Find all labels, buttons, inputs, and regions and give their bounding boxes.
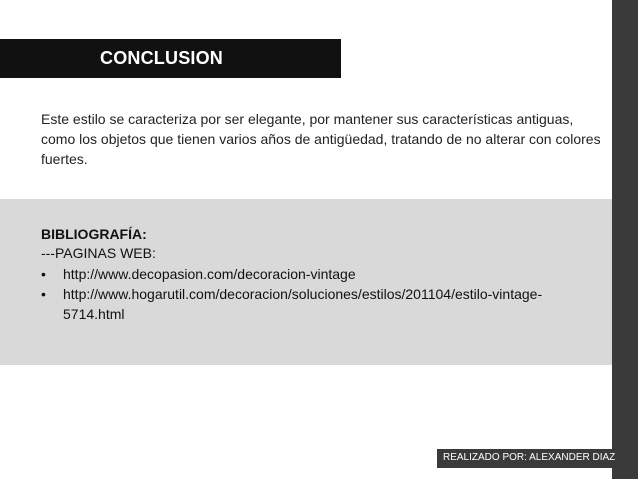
slide-title: CONCLUSION — [100, 48, 223, 68]
bibliography-link: http://www.hogarutil.com/decoracion/soluciones/estilos/201104/estilo-vintage-5714.html — [63, 286, 543, 322]
bullet-icon: • — [41, 286, 46, 302]
side-bar — [612, 0, 638, 479]
bibliography-subheading: ---PAGINAS WEB: — [41, 245, 156, 261]
author-credit: REALIZADO POR: ALEXANDER DIAZ — [443, 452, 616, 463]
bibliography-list — [41, 264, 581, 324]
bibliography-link: http://www.decopasion.com/decoracion-vintage — [63, 266, 356, 282]
conclusion-paragraph: Este estilo se caracteriza por ser elegante, por mantener sus características antiguas, como los objetos que tienen varios años de antigüedad, tratando de no alterar con colores fuertes. — [41, 111, 601, 167]
bibliography-item — [41, 284, 581, 324]
bibliography-item — [41, 264, 581, 284]
bullet-icon: • — [41, 266, 46, 282]
bibliography-heading: BIBLIOGRAFÍA: — [41, 226, 147, 242]
